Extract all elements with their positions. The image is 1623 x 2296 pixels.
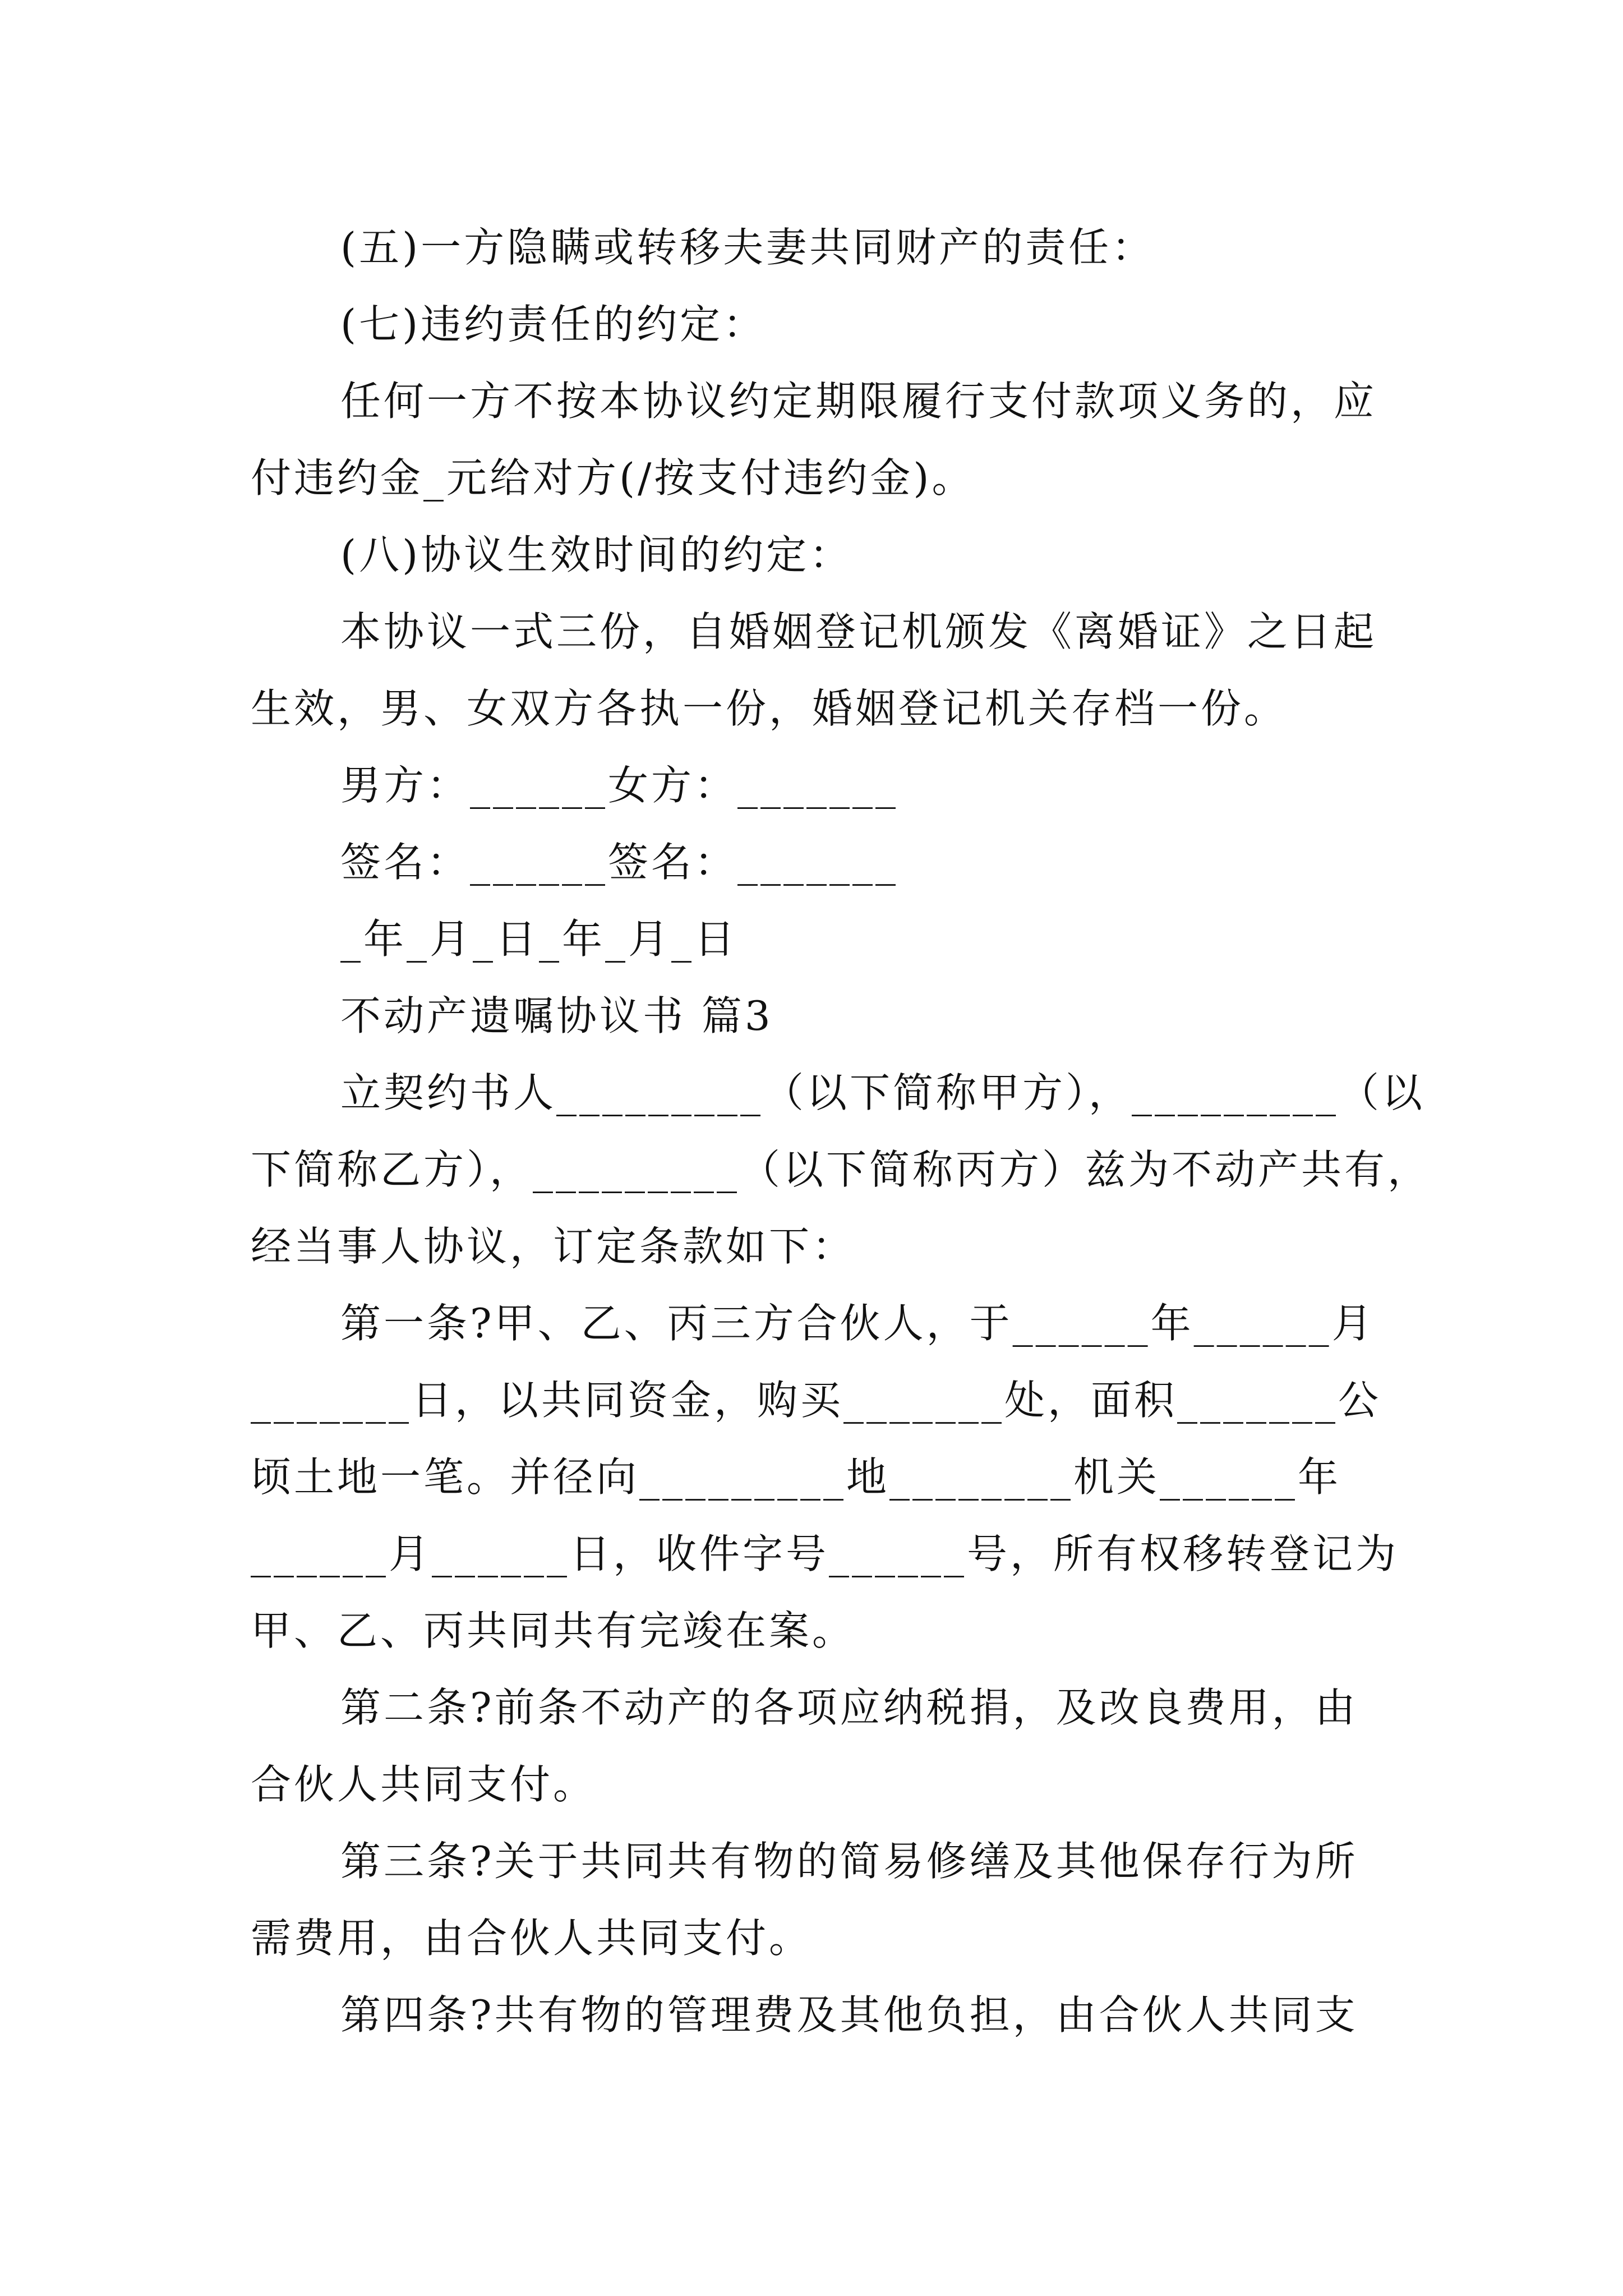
paragraph-line: 生效，男、女双方各执一份，婚姻登记机关存档一份。 bbox=[251, 685, 1288, 732]
article-3-line: 需费用，由合伙人共同支付。 bbox=[251, 1915, 813, 1962]
document-body bbox=[251, 209, 1431, 2054]
article-2-line: 第二条?前条不动产的各项应纳税捐，及改良费用，由 bbox=[340, 1684, 1358, 1731]
article-1-line: 顷土地一笔。并径向_________地________机关______年 bbox=[251, 1453, 1341, 1501]
article-1-line: 第一条?甲、乙、丙三方合伙人，于______年______月 bbox=[340, 1300, 1375, 1347]
signature-line-parties: 男方：______女方：_______ bbox=[340, 762, 899, 809]
date-line: _年_月_日_年_月_日 bbox=[340, 915, 738, 963]
article-1-line: _______日，以共同资金，购买_______处，面积_______公 bbox=[251, 1377, 1382, 1424]
paragraph-line: 任何一方不按本协议约定期限履行支付款项义务的，应 bbox=[340, 378, 1377, 425]
paragraph-line: 付违约金_元给对方(/按支付违约金)。 bbox=[251, 454, 975, 501]
paragraph-line: 立契约书人_________（以下简称甲方），_________（以 bbox=[340, 1069, 1426, 1116]
article-1-line: ______月______日，收件字号______号，所有权移转登记为 bbox=[251, 1530, 1399, 1577]
paragraph-line: 经当事人协议，订定条款如下： bbox=[251, 1223, 856, 1270]
article-1-line: 甲、乙、丙共同共有完竣在案。 bbox=[251, 1607, 856, 1654]
section-heading: (八)协议生效时间的约定： bbox=[340, 531, 853, 578]
section-heading: (七)违约责任的约定： bbox=[340, 301, 767, 348]
document-title: 不动产遗嘱协议书 篇3 bbox=[340, 992, 773, 1039]
article-4-line: 第四条?共有物的管理费及其他负担，由合伙人共同支 bbox=[340, 1991, 1358, 2039]
paragraph-line: (五)一方隐瞒或转移夫妻共同财产的责任： bbox=[340, 224, 1155, 271]
article-3-line: 第三条?关于共同共有物的简易修缮及其他保存行为所 bbox=[340, 1838, 1358, 1885]
paragraph-line: 本协议一式三份，自婚姻登记机颁发《离婚证》之日起 bbox=[340, 608, 1377, 655]
article-2-line: 合伙人共同支付。 bbox=[251, 1761, 597, 1808]
signature-line-names: 签名：______签名：_______ bbox=[340, 839, 899, 886]
paragraph-line: 下简称乙方），_________（以下简称丙方）兹为不动产共有， bbox=[251, 1146, 1431, 1193]
